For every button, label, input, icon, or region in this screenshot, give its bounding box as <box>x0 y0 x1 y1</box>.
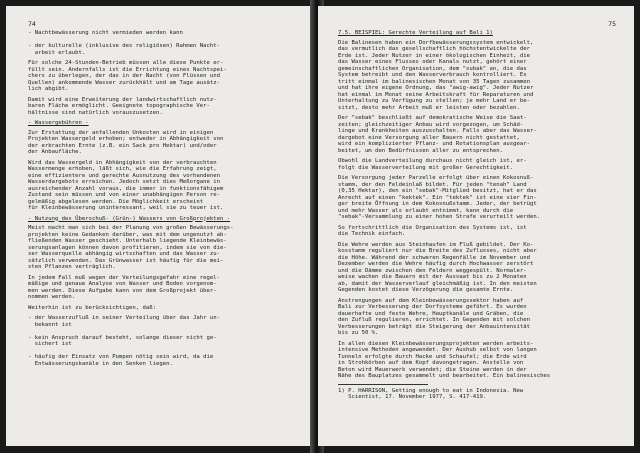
paragraph: - Nachtbewässerung nicht vermieden werden kann - der kulturelle (inklusive des religiösen) Rahmen Nacht- arbeit erlaubt. <box>28 30 220 56</box>
paragraph: Anstrengungen auf dem Kleinbewässerungssektor haben auf Bali zur Verbesserung der Dorfsysteme geführt. Es wurden dauerhafte und feste Wehre, Hauptkanäle und Gräben, die den Zufluß regulieren, errichtet. In Gegenden mit solchen Verbesserungen beträgt die Steigerung der Anbauintensität bis zu 50 %. <box>338 297 530 336</box>
right-page-number: 75 <box>608 20 616 28</box>
paragraph: Für solche 24-Stunden-Betrieb müssen alle diese Punkte er- füllt sein. Andernfalls ist die Errichtung eines Nachtspei- chers zu überlegen, der das in der Nacht (von Flüssen und Quellen) ankommende Wasser zurückhält und am Tage ausätz- lich abgibt. <box>28 60 227 92</box>
paragraph: Damit wird eine Erweiterung der landwirtschaftlich nutz- baren Fläche ermöglicht. Geeignete topographische Ver- hältnisse sind natürlich vorauszusetzen. <box>28 96 217 116</box>
paragraph: Die Versorgung jeder Parzelle erfolgt über einen Kokosnuß- stamm, der den Feldeinlaß bildet. Für jeden "tenah" Land (0,35 Hektar), den ein "sebak"-Mitglied besitzt, hat er das Anrecht auf einen "kektek". Ein "tektek" ist eine vier Fin- ger breite Öffnung in dem Kokosnußstamm. Jeder, der betrügt und mehr Wasser als erlaubt entnimmt, kann durch die "sebak"-Versammlung zu einer hohen Strafe verurteilt werden. <box>338 175 541 220</box>
paragraph: So fortschrittlich die Organisation des Systems ist, ist die Technik einfach. <box>338 224 527 237</box>
paragraph: Weiterhin ist zu berücksichtigen, daß: <box>28 304 156 311</box>
section-heading: - Wassergebühren - <box>28 120 89 126</box>
paragraph: Zur Erstattung der anfallenden Unkosten wird in einigen Projekten Wassergeld erhoben; entweder in Abhängigkeit von der erbrachten Ernte (z.B. ein Sack pro Hektar) und/oder der Anbaufläche. <box>28 129 224 155</box>
paragraph: Meist macht man sich bei der Planung von großen Bewässerungs- projekten keine Gedanken darüber, was mit dem ungenutzt ab- fließenden Wasser geschieht. Unterhalb liegende Kleinbewäs- serungsanlagen können davon profitieren, indem sie von die- ser Wasserquelle abhängig wirtschaften und das Wasser zu- sätzlich verwenden. Das Grünwasser ist häufig für die mei- sten Pflanzen verträglich. <box>28 225 234 270</box>
section-heading: - Nutzung des Überschuß- (Grün-) Wassers von Großprojekten - <box>28 215 231 222</box>
footnote: 1) P. HARRISON, Getting enough to eat in Indonesia. New Scientist, 17. November 1977, S. 417-419. <box>338 387 524 400</box>
left-page <box>6 6 314 446</box>
paragraph: Die Wehre werden aus Steinhaufen im Fluß gebildet. Der Ko- kosstamm reguliert nur die Breite des Zuflusses, nicht aber die Höhe. Während der schweren Regenfälle im November und Dezember werden die Wehre häufig durch Hochwasser zerstört und die Dämme zwischen den Feldern weggespült. Normaler- weise wachen die Bauern mit der Aussaat bis zu 2 Monaten ab, damit der Wasserverlauf gleichmäßig ist. In den meisten Gegenden kostet diese Verzögerung die gesamte Ernte. <box>338 241 537 293</box>
right-page <box>318 6 634 446</box>
footnote-divider <box>338 384 428 385</box>
left-page-number: 74 <box>28 20 36 28</box>
paragraph: Wird das Wassergeld in Abhängigkeit von der verbrauchten Wassermenge erhoben, läßt sich, wie die Erfahrung zeigt, eine effizientere und gerechte Ausnutzung des vorhandenen Wasserdargebots erreichen. Jedoch setzt dies Meßorgane in ausreichender Anzahl voraus, die immer in funktionsfähigem Zustand sein müssen und von einer unabhängigen Person re- gelmäßig abgelesen werden. Die Möglichkeit erscheint für Kleinbewässerung uninteressant, weil sie zu teuer ist. <box>28 159 224 211</box>
section-heading: 7.5. BEISPIEL: Gerechte Verteilung auf Bali 1) <box>338 30 493 36</box>
paragraph: In allen diesen Kleinbewässerungsprojekten werden arbeits- intensive Methoden angewendet. Der Aushub selbst von langen Tunneln erfolgte durch Hacke und Schaufel; die Erde wird in Strohkörben auf dem Kopf davongetragen. Anstelle von Beton wird Mauerwerk verwendet; die Steine werden in der Nähe des Bauplatzes gesammelt und bearbeitet. Ein balinesisches <box>338 340 551 379</box>
paragraph: Die Balinesen haben ein Dorfbewässerungssystem entwickelt, das vermutlich das gesellschaftlich höchstentwickelte der Erde ist. Jeder Nutzer in einer ökologischen Einheit, die das Wasser eines Flusses oder Kanals nutzt, gehört einer gemeinschaftlichen Organisation, dem "subak" an, die das System betreibt und den Wasserverbrauch kontrolliert. Es tritt einmal im balinesischen Monat von 35 Tagen zusammen und hat ihre eigene Ordnung, das "awig-awig". Jeder Nutzer hat einmal im Monat seine Arbeitskraft für Reparaturen und Unterhaltung zu Verfügung zu stellen; je mehr Land er be- sitzt, desto mehr Arbeit muß er leisten oder bezahlen. <box>338 39 534 111</box>
paragraph: Obwohl die Landverteilung durchaus nicht gleich ist, er- folgt die Wasserverteilung mit großer Gerechtigkeit. <box>338 158 527 171</box>
paragraph: - der Wasserzufluß in seiner Verteilung über das Jahr un- bekannt ist - kein Anspruch darauf besteht, solange dieser nicht ge- sichert ist - häufig der Einsatz von Pumpen nötig sein wird, da die Entwässerungskanäle in den Senken liegen. <box>28 315 220 367</box>
paragraph: In jedem Fall muß wegen der Verteilungsgefahr eine regel- mäßige und genaue Analyse von Wasser und Boden vorgenom- men werden. Diese Aufgabe kann von dem Großprojekt über- nommen werden. <box>28 274 220 300</box>
paragraph: Der "sebak" beschließt auf demokratische Weise die Saat- zeiten; gleichzeitiger Anbau wird vorgezogen, um Schäd- linge und Krankheiten auszuschalten. Falls aber das Wasser- dargebot eine Versorgung aller Bauern nicht gestattet, wird ein komplizierter Pflanz- und Rotationsplan ausgear- beitet, um den Bedürfnissen aller zu entsprechen. <box>338 115 537 154</box>
